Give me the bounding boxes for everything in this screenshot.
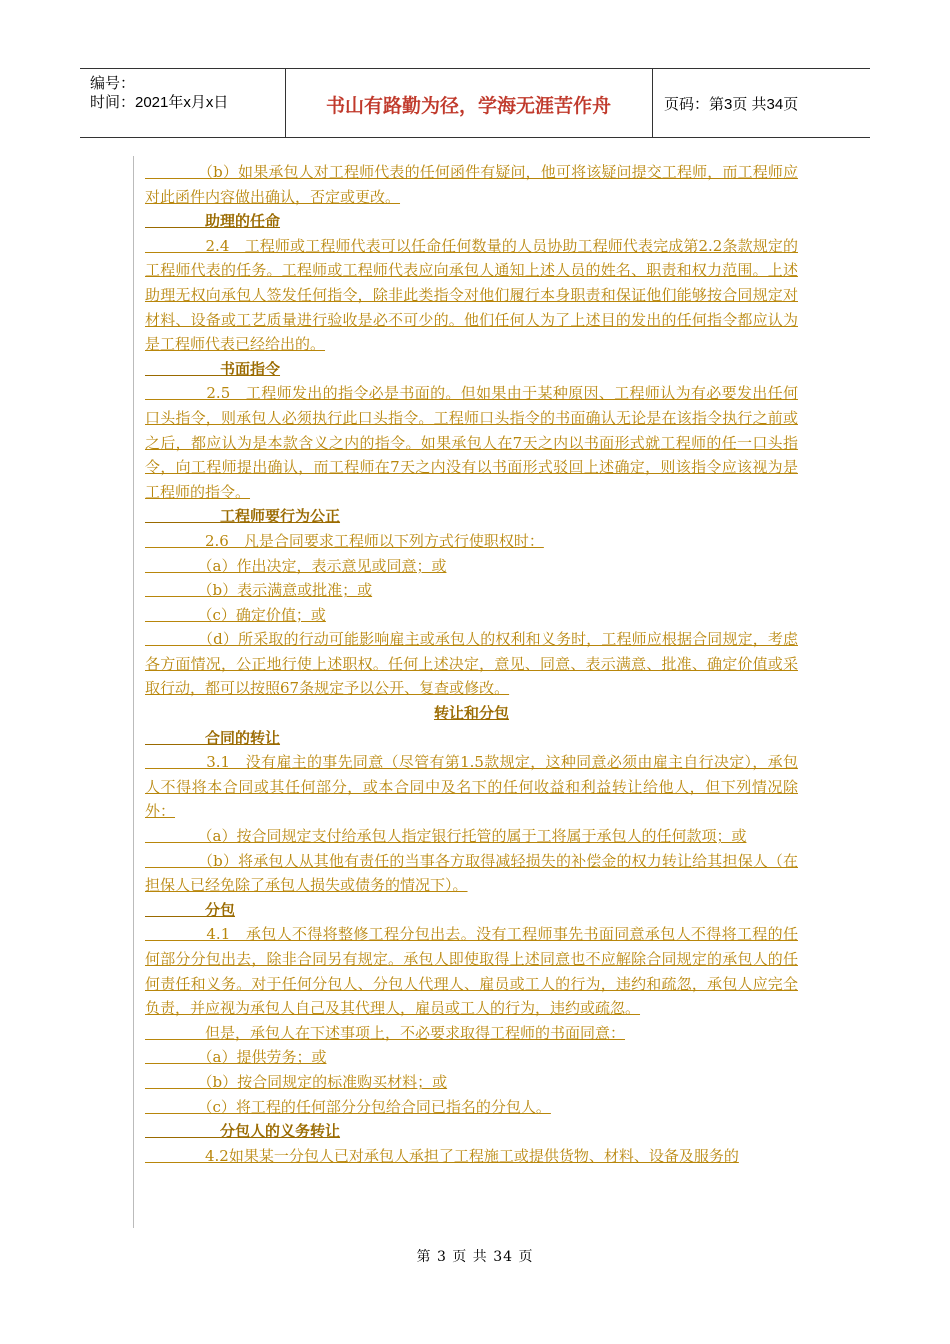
body-paragraph <box>145 160 798 209</box>
body-paragraph <box>145 849 798 898</box>
page-footer: 第 3 页 共 34 页 <box>416 1249 534 1265</box>
document-body <box>145 160 798 1168</box>
body-paragraph <box>145 1144 798 1169</box>
left-margin-rule <box>133 156 134 1228</box>
paragraph-text: 2.5 工程师发出的指令必是书面的。但如果由于某种原因、工程师认为有必要发出任何口头指令，则承包人必须执行此口头指令。工程师口头指令的书面确认无论是在该指令执行之前或之后，都应认为是本款含义之内的指令。如果承包人在7天之内以书面形式就工程师的任一口头指令，向工程师提出确认，而工程师在7天之内没有以书面形式驳回上述确定，则该指令应该视为是工程师的指令。 <box>145 384 798 501</box>
body-paragraph <box>145 529 798 554</box>
body-paragraph <box>145 578 798 603</box>
body-paragraph <box>145 627 798 701</box>
paragraph-text: （b）如果承包人对工程师代表的任何函件有疑问，他可将该疑问提交工程师，而工程师应对此函件内容做出确认，否定或更改。 <box>145 163 798 206</box>
body-paragraph <box>145 234 798 357</box>
paragraph-text: （d）所采取的行动可能影响雇主或承包人的权利和义务时，工程师应根据合同规定，考虑各方面情况，公正地行使上述职权。任何上述决定，意见、同意、表示满意、批准、确定价值或采取行动，都可以按照67条规定予以公开、复查或修改。 <box>145 630 798 698</box>
body-paragraph <box>145 922 798 1020</box>
section-heading <box>145 726 798 751</box>
paragraph-text: 4.2如果某一分包人已对承包人承担了工程施工或提供货物、材料、设备及服务的 <box>145 1146 739 1165</box>
header-motto: 书山有路勤为径，学海无涯苦作舟 <box>325 95 611 117</box>
paragraph-text: 合同的转让 <box>145 728 281 747</box>
paragraph-text: 但是，承包人在下述事项上，不必要求取得工程师的书面同意： <box>145 1023 626 1042</box>
body-paragraph <box>145 381 798 504</box>
body-paragraph <box>145 1045 798 1070</box>
section-heading <box>145 701 798 726</box>
body-paragraph <box>145 603 798 628</box>
paragraph-text: 分包 <box>145 900 236 919</box>
paragraph-text: 3.1 没有雇主的事先同意（尽管有第1.5款规定，这种同意必须由雇主自行决定），承包人不得将本合同或其任何部分，或本合同中及名下的任何收益和利益转让给他人，但下列情况除外： <box>145 753 798 821</box>
section-heading <box>145 209 798 234</box>
body-paragraph <box>145 824 798 849</box>
paragraph-text: （c）将工程的任何部分分包给合同已指名的分包人。 <box>145 1097 551 1116</box>
body-paragraph <box>145 1070 798 1095</box>
section-heading <box>145 1119 798 1144</box>
header-page-number: 页码：第3页 共34页 <box>664 96 799 113</box>
paragraph-text: （b）表示满意或批准；或 <box>145 581 373 600</box>
header-meta-cell <box>80 69 286 137</box>
paragraph-text: 2.6 凡是合同要求工程师以下列方式行使职权时： <box>145 531 544 550</box>
body-paragraph <box>145 1021 798 1046</box>
paragraph-text: （b）按合同规定的标准购买材料；或 <box>145 1072 448 1091</box>
paragraph-text: 工程师要行为公正 <box>145 507 341 526</box>
section-heading <box>145 357 798 382</box>
paragraph-text: 书面指令 <box>145 359 281 378</box>
paragraph-text: （a）提供劳务；或 <box>145 1048 327 1067</box>
paragraph-text: 4.1 承包人不得将整修工程分包出去。没有工程师事先书面同意承包人不得将工程的任何部分分包出去，除非合同另有规定。承包人即使取得上述同意也不应解除合同规定的承包人的任何责任和义务。对于任何分包人、分包人代理人、雇员或工人的行为，违约和疏忽，承包人应完全负责，并应视为承包人自己及其代理人，雇员或工人的行为，违约或疏忽。 <box>145 925 798 1018</box>
paragraph-text: 转让和分包 <box>433 704 509 723</box>
paragraph-text: （b）将承包人从其他有责任的当事各方取得减轻损失的补偿金的权力转让给其担保人（在担保人已经免除了承包人损失或债务的情况下）。 <box>145 851 798 895</box>
paragraph-text: 2.4 工程师或工程师代表可以任命任何数量的人员协助工程师代表完成第2.2条款规定的工程师代表的任务。工程师或工程师代表应向承包人通知上述人员的姓名、职责和权力范围。上述助理无权向承包人签发任何指令，除非此类指令对他们履行本身职责和保证他们能够按合同规定对材料、设备或工艺质量进行验收是必不可少的。他们任何人为了上述目的发出的任何指令都应认为是工程师代表已经给出的。 <box>145 236 798 354</box>
paragraph-text: 助理的任命 <box>145 212 281 231</box>
paragraph-text: 分包人的义务转让 <box>145 1122 341 1141</box>
paragraph-text: （a）作出决定，表示意见或同意；或 <box>145 556 447 575</box>
body-paragraph <box>145 750 798 824</box>
paragraph-text: （a）按合同规定支付给承包人指定银行托管的属于工将属于承包人的任何款项；或 <box>145 827 747 846</box>
section-heading <box>145 504 798 529</box>
page-header <box>80 68 870 138</box>
paragraph-text: （c）确定价值；或 <box>145 605 326 624</box>
document-date: 时间：2021年x月x日 <box>90 94 229 111</box>
section-heading <box>145 898 798 923</box>
header-motto-cell <box>285 69 653 137</box>
body-paragraph <box>145 554 798 579</box>
body-paragraph <box>145 1095 798 1120</box>
document-number: 编号： <box>90 75 136 92</box>
header-page-cell <box>652 69 870 137</box>
